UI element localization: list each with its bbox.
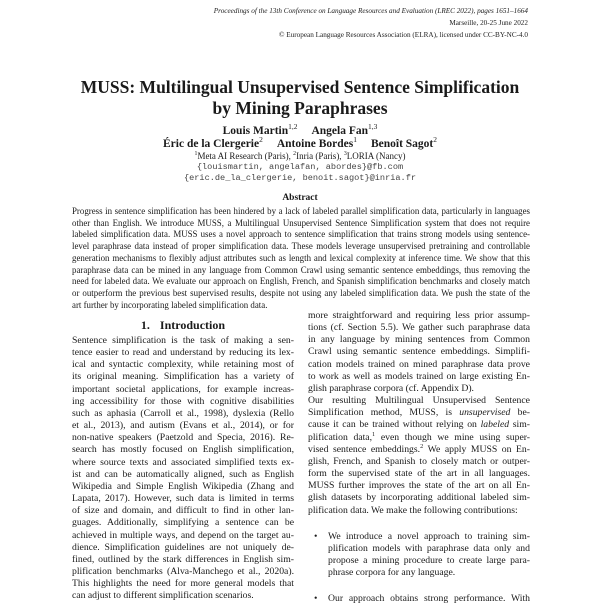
text-line — [308, 505, 530, 517]
text-line — [308, 480, 530, 492]
text-line — [308, 444, 530, 456]
text-segment: be- — [510, 407, 530, 419]
author-row — [0, 122, 600, 138]
section-number: 1. — [140, 318, 150, 332]
text-line: important societal applications, for example increas- — [72, 383, 294, 395]
title-line: by Mining Paraphrases — [212, 98, 388, 118]
text-line — [308, 395, 530, 407]
text-line: ing accessibility for those with cognitive disabilities — [72, 395, 294, 407]
spacer — [308, 517, 530, 531]
text-segment: Our resulting Multilingual Unsupervised Sentence — [308, 395, 530, 407]
author-name: Antoine Bordes — [276, 138, 354, 150]
author — [311, 122, 378, 137]
section-heading — [72, 318, 294, 333]
author — [370, 135, 437, 150]
author-block — [0, 122, 600, 184]
text-line: propose a mining procedure to create large para- — [328, 554, 530, 566]
text-line: other than English. We introduce MUSS, a Multilingual Unsupervised Sentence Simplification system that does not require — [72, 217, 530, 228]
text-line — [308, 407, 530, 419]
author-affiliation-mark: 1,3 — [368, 122, 378, 132]
text-line: Progress in sentence simplification has been hindered by a lack of labeled parallel simplification data, particularly in languages — [72, 206, 530, 216]
contribution-bullet — [308, 531, 530, 580]
author-name: Louis Martin — [222, 125, 289, 137]
author — [276, 135, 357, 150]
text-segment: plification data, — [308, 431, 373, 443]
text-line: of size and domain, and difficult to find in other lan- — [72, 505, 294, 517]
affiliation-number: 1 — [194, 151, 198, 157]
text-line: paraphrase data can be mined in any language from Common Crawl using semantic sentence embeddings, thus removing the — [72, 264, 530, 275]
text-line — [308, 468, 530, 480]
right-column — [308, 310, 530, 605]
text-segment: glish datasets by incorporating additional labeled sim- — [308, 492, 530, 504]
text-segment: plification data. We make the following contributions: — [308, 504, 518, 516]
author-affiliation-mark: 2 — [433, 135, 437, 145]
text-line: plification models with paraphrase data only and — [328, 542, 530, 554]
text-line: non-native speakers (Paetzold and Specia, 2016). Re- — [72, 432, 294, 444]
text-line — [308, 432, 530, 444]
text-line — [308, 419, 530, 431]
text-line: or outperform the previous best supervised results, despite not using any labeled simplification data. We push the state of the — [72, 287, 530, 298]
text-line: ical and syntactic complexity, while retaining most of — [72, 359, 294, 371]
footnote-mark: 1 — [372, 431, 376, 438]
email-line: {louismartin, angelafan, abordes}@fb.com — [196, 162, 404, 172]
email-line: {eric.de_la_clergerie, benoit.sagot}@inria.fr — [183, 173, 417, 183]
text-line: to work as well as models trained on large existing En- — [308, 370, 530, 382]
text-line: fined, outlined by the stark differences in English sim- — [72, 553, 294, 565]
abstract-body — [72, 206, 530, 311]
paper-title — [0, 77, 600, 119]
contribution-bullet — [308, 593, 530, 605]
text-line: dience. Simplification guidelines are not uniquely de- — [72, 541, 294, 553]
text-segment: Simplification method, MUSS, is — [308, 407, 460, 419]
text-line: more straightforward and requiring less prior assump- — [308, 310, 530, 321]
text-line: in any language by mining sentences from Common — [308, 334, 530, 346]
text-line: This highlights the need for more general models that — [72, 578, 294, 590]
author-affiliation-mark: 1,2 — [288, 122, 298, 132]
license-line: © European Language Resources Association (ELRA), licensed under CC-BY-NC-4.0 — [279, 31, 528, 39]
affiliations — [0, 151, 600, 162]
footnote-mark: 2 — [420, 443, 424, 450]
text-line: art further by incorporating labeled simplification data. — [72, 299, 268, 310]
author-name: Angela Fan — [311, 125, 369, 137]
text-segment: MUSS further improves the state of the art on all En- — [308, 480, 530, 492]
bullet-icon: • — [314, 530, 318, 542]
bullet-icon: • — [314, 593, 318, 605]
author-name: Benoît Sagot — [370, 138, 434, 150]
text-line — [308, 492, 530, 504]
text-line: such as aphasia (Carroll et al., 1998), dyslexia (Rello — [72, 407, 294, 419]
author — [163, 135, 263, 150]
text-segment: cause it can be trained without relying on — [308, 419, 481, 431]
text-line: search has mostly focused on English simplification, — [72, 444, 294, 456]
title-line: MUSS: Multilingual Unsupervised Sentence Simplification — [80, 77, 520, 97]
affiliation-name: LORIA (Nancy) — [346, 151, 406, 161]
location-line: Marseille, 20-25 June 2022 — [449, 19, 528, 27]
proceedings-line: Proceedings of the 13th Conference on Language Resources and Evaluation (LREC 2022), pages 1651–1664 — [213, 7, 528, 15]
text-line: achieved in multiple ways, and depend on the target au- — [72, 529, 294, 541]
spacer — [308, 579, 530, 593]
left-column — [72, 335, 294, 602]
section-title: Introduction — [159, 318, 226, 332]
text-line: where source texts and associated simplified texts ex- — [72, 456, 294, 468]
text-line: plification benchmarks (Alva-Manchego et al., 2020a). — [72, 565, 294, 577]
text-line: Lapata, 2017). However, such data is limited in terms — [72, 493, 294, 505]
text-line: need for labeled data. We evaluate our approach on English, French, and Spanish simplification benchmarks and closely match — [72, 276, 530, 287]
affiliation-name: Inria (Paris), — [296, 151, 344, 161]
text-segment: unsupervised — [459, 407, 511, 419]
text-line — [308, 456, 530, 468]
text-line: glish paraphrase corpora (cf. Appendix D). — [308, 382, 474, 394]
text-segment: We apply MUSS on En- — [423, 443, 530, 455]
text-segment: sim- — [509, 419, 530, 431]
affiliation-name: Meta AI Research (Paris), — [197, 151, 294, 161]
text-line: ist and can be automatically aligned, such as English — [72, 468, 294, 480]
author-affiliation-mark: 2 — [259, 135, 263, 145]
text-line: Sentence simplification is the task of making a sen- — [72, 335, 294, 346]
text-segment: form the supervised state of the art in all languages. — [308, 468, 530, 480]
text-line: level paraphrase data instead of proper simplification data. These models leverage unsupervised pretraining and controllable — [72, 241, 530, 252]
text-line: tence easier to read and understand by reducing its lex- — [72, 347, 294, 359]
text-line: phrase corpora for any language. — [328, 567, 456, 579]
text-line: can adjust to different simplification scenarios. — [72, 590, 254, 602]
affiliation-number: 3 — [343, 151, 347, 157]
text-line: generation mechanisms to flexibly adjust attributes such as length and lexical complexity at inference time. We show that this — [72, 252, 530, 263]
text-line: We introduce a novel approach to training sim- — [328, 530, 530, 542]
text-line: labeled simplification data. MUSS uses a novel approach to sentence simplification that trains strong models using sentence- — [72, 229, 530, 240]
author-row — [0, 135, 600, 151]
text-line: its original meaning. Simplification has a variety of — [72, 371, 294, 383]
text-line: Our approach obtains strong performance. With — [328, 593, 530, 605]
text-line: cation models trained on mined paraphrase data prove — [308, 358, 530, 370]
text-segment: labeled — [480, 419, 510, 431]
text-line: et al., 2013), and autism (Evans et al., 2014), or for — [72, 420, 294, 432]
text-line: tions (cf. Section 5.5). We gather such paraphrase data — [308, 322, 530, 334]
text-segment: vised sentence embeddings. — [308, 443, 421, 455]
author-affiliation-mark: 1 — [353, 135, 357, 145]
abstract-heading: Abstract — [282, 193, 318, 203]
text-line: Wikipedia and Simple English Wikipedia (Zhang and — [72, 480, 294, 492]
text-segment: even though we mine using super- — [375, 431, 530, 443]
text-line: Crawl using semantic sentence embeddings. Simplifi- — [308, 346, 530, 358]
text-line: guages. Additionally, simplifying a sentence can be — [72, 517, 294, 529]
text-segment: glish, French, and Spanish to closely match or outper- — [308, 455, 530, 467]
author-name: Éric de la Clergerie — [163, 138, 260, 150]
affiliation-number: 2 — [293, 151, 297, 157]
